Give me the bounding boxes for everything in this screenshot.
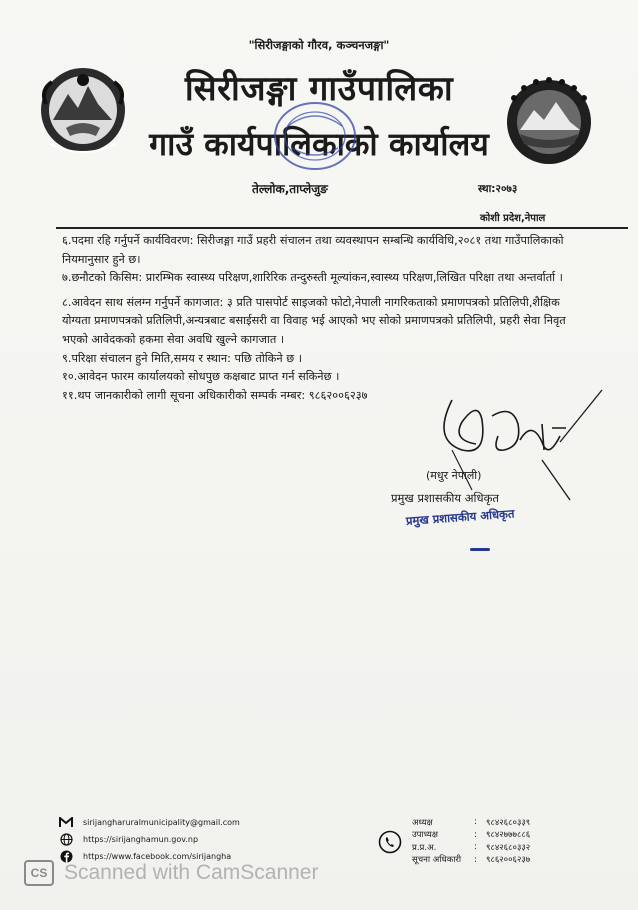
contact-number: ९८४२७७७८८६: [486, 830, 531, 841]
notice-item-10: १०.आवेदन फारम कार्यालयको सोधपुछ कक्षबाट प्राप्त गर्न सकिनेछ ।: [62, 370, 340, 384]
notice-item-9: ९.परिक्षा संचालन हुने मिति,समय र स्थान: पछि तोकिने छ ।: [62, 351, 302, 365]
notice-item-6: ६.पदमा रहि गर्नुपर्ने कार्यविवरण: सिरीजङ्गा गाउँ प्रहरी संचालन तथा व्यवस्थापन सम्बन्धि कार्यविधि,२०८१ तथा गाउँपालिकाको नियमानुसार हुने छ।: [62, 234, 564, 266]
facebook-link[interactable]: https://www.facebook.com/sirijangha: [83, 852, 232, 861]
designation-stamp: प्रमुख प्रशासकीय अधिकृत: [405, 506, 515, 528]
footer-contacts: [58, 814, 240, 865]
globe-icon: [58, 833, 74, 847]
contact-row: उपाध्यक्ष : ९८४२७७७८८६: [412, 829, 566, 842]
contact-number: ९८४२६८०३३९: [486, 817, 531, 828]
signatory-name: (मधुर नेपाली): [426, 469, 482, 482]
province-label: कोशी प्रदेश,नेपाल: [480, 213, 546, 224]
contact-number: ९८६२००६२३७: [486, 855, 531, 866]
office-title: गाउँ कार्यपालिकाको कार्यालय: [149, 125, 489, 163]
contact-role: प्र.प्र.अ.: [412, 842, 437, 853]
header-divider: [56, 227, 628, 229]
municipality-title: सिरीजङ्गा गाउँपालिका: [184, 69, 454, 109]
email-row: [58, 814, 240, 831]
contact-role: उपाध्यक्ष: [412, 830, 438, 841]
established-year: स्था:२०७३: [478, 183, 518, 195]
contact-number: ९८४२६८०३३२: [486, 842, 531, 853]
motto: "सिरीजङ्गाको गौरव, कञ्चनजङ्गा": [248, 38, 390, 52]
contact-row: सूचना अधिकारी : ९८६२००६२३७: [412, 854, 566, 867]
ink-mark: [470, 548, 490, 551]
contact-role: अध्यक्ष: [412, 817, 433, 828]
website-link[interactable]: https://sirijanghamun.gov.np: [83, 835, 199, 844]
gmail-icon: [58, 816, 74, 830]
contact-row: प्र.प्र.अ. : ९८४२६८०३३२: [412, 841, 566, 854]
camscanner-watermark: [24, 860, 318, 886]
camscanner-text: Scanned with CamScanner: [64, 861, 319, 884]
website-row: [58, 831, 240, 848]
camscanner-logo-icon: CS: [24, 860, 54, 886]
notice-item-11: ११.थप जानकारीको लागी सूचना अधिकारीको सम्पर्क नम्बर: ९८६२००६२३७: [62, 388, 368, 402]
email-address[interactable]: sirijangharuralmunicipality@gmail.com: [83, 818, 240, 827]
office-location: तेल्लोक,ताप्लेजुङ: [252, 182, 328, 196]
office-seal-stamp: [270, 96, 360, 180]
signatory-title: प्रमुख प्रशासकीय अधिकृत: [391, 491, 499, 505]
officials-phone-list: [412, 816, 566, 866]
phone-icon: [378, 830, 402, 858]
notice-item-8: ८.आवेदन साथ संलग्न गर्नुपर्ने कागजात: ३ प्रति पासपोर्ट साइजको फोटो,नेपाली नागरिकताको प्रमाणपत्रको प्रतिलिपी,शैक्षिक योग्यता प्रमाणपत्रको प्रतिलिपी,अन्यत्रबाट बसाईसरी वा विवाह भई आएको भए सोको प्रमाणपत्रको प्रतिलिपी, प्रहरी सेवा निवृत भएको आवेदकको हकमा सेवा अवधि खुल्ने कागजात ।: [62, 295, 566, 346]
notice-item-7: ७.छनौटको किसिम: प्रारम्भिक स्वास्थ्य परिक्षण,शारिरिक तन्दुरुस्ती मूल्यांकन,स्वास्थ्य परिक्षण,लिखित परिक्षा तथा अन्तर्वार्ता ।: [62, 271, 563, 285]
contact-row: अध्यक्ष : ९८४२६८०३३९: [412, 816, 566, 829]
contact-role: सूचना अधिकारी: [412, 855, 462, 866]
